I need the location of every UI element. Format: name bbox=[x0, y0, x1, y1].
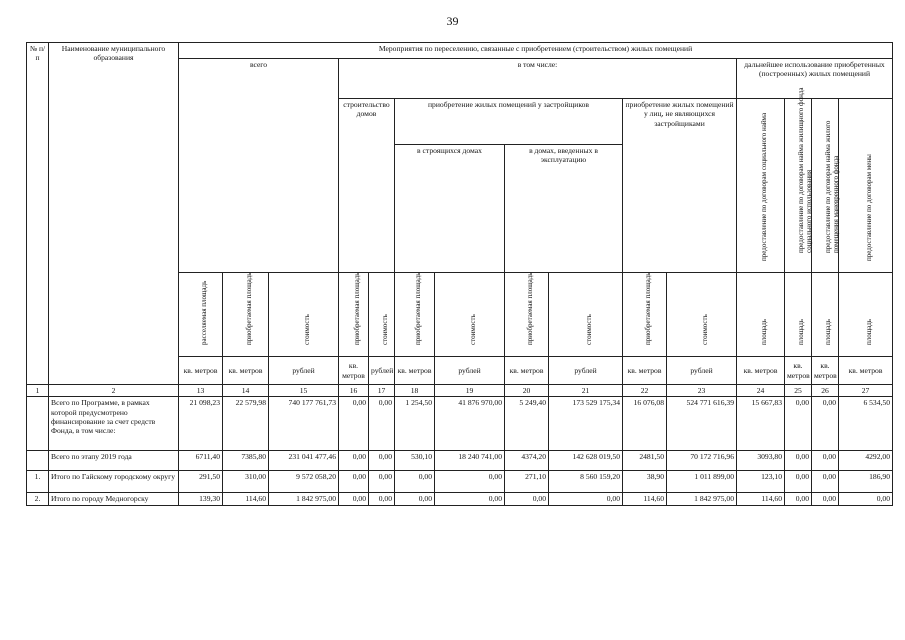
cell: 22 579,98 bbox=[223, 397, 269, 451]
column-number: 20 bbox=[505, 385, 549, 397]
row-no bbox=[27, 451, 49, 471]
row-no bbox=[27, 397, 49, 451]
header-use-maneuver: предоставление по договорам найма жилого помещения маневренного фонда bbox=[812, 99, 839, 273]
cell: 0,00 bbox=[812, 471, 839, 493]
row-no: 2. bbox=[27, 493, 49, 506]
unit-sqm: кв. метров bbox=[737, 357, 785, 385]
cell: 70 172 716,96 bbox=[667, 451, 737, 471]
cell: 142 628 019,50 bbox=[549, 451, 623, 471]
unit-sqm: кв. метров bbox=[505, 357, 549, 385]
sub-cost: стоимость bbox=[269, 273, 339, 357]
row-name: Итого по Гайскому городскому округу bbox=[49, 471, 179, 493]
cell: 0,00 bbox=[505, 493, 549, 506]
cell: 1 011 899,00 bbox=[667, 471, 737, 493]
cell: 530,10 bbox=[395, 451, 435, 471]
cell: 0,00 bbox=[369, 493, 395, 506]
cell: 6 534,50 bbox=[839, 397, 893, 451]
sub-area: площадь bbox=[839, 273, 893, 357]
unit-rub: рублей bbox=[435, 357, 505, 385]
cell: 291,50 bbox=[179, 471, 223, 493]
unit-rub: рублей bbox=[369, 357, 395, 385]
header-in-operation: в домах, введенных в эксплуатацию bbox=[505, 145, 623, 273]
unit-sqm: кв. метров bbox=[223, 357, 269, 385]
column-number: 15 bbox=[269, 385, 339, 397]
cell: 0,00 bbox=[812, 493, 839, 506]
header-purchase-developers: приобретение жилых помещений у застройщиков bbox=[395, 99, 623, 145]
sub-acquired-area: приобретаемая площадь bbox=[505, 273, 549, 357]
cell: 0,00 bbox=[369, 471, 395, 493]
unit-sqm: кв. метров bbox=[395, 357, 435, 385]
table-row bbox=[27, 451, 893, 471]
sub-cost: стоимость bbox=[549, 273, 623, 357]
header-measures: Мероприятия по переселению, связанные с приобретением (строительством) жилых помещений bbox=[179, 43, 893, 59]
header-municipality: Наименование муниципального образования bbox=[49, 43, 179, 385]
unit-sqm: кв. метров bbox=[179, 357, 223, 385]
sub-area: площадь bbox=[812, 273, 839, 357]
column-number: 14 bbox=[223, 385, 269, 397]
sub-cost: стоимость bbox=[369, 273, 395, 357]
cell: 114,60 bbox=[623, 493, 667, 506]
cell: 0,00 bbox=[785, 471, 812, 493]
column-number: 18 bbox=[395, 385, 435, 397]
cell: 1 254,50 bbox=[395, 397, 435, 451]
cell: 0,00 bbox=[339, 397, 369, 451]
column-number: 13 bbox=[179, 385, 223, 397]
cell: 0,00 bbox=[369, 397, 395, 451]
cell: 1 842 975,00 bbox=[667, 493, 737, 506]
cell: 4374,20 bbox=[505, 451, 549, 471]
sub-acquired-area: приобретаемая площадь bbox=[623, 273, 667, 357]
cell: 740 177 761,73 bbox=[269, 397, 339, 451]
header-use-commercial: предоставление по договорам найма жилищного фонда социального использования bbox=[785, 99, 812, 273]
unit-rub: рублей bbox=[667, 357, 737, 385]
resettlement-table bbox=[26, 42, 893, 506]
unit-sqm: кв. метров bbox=[812, 357, 839, 385]
header-total: всего bbox=[179, 59, 339, 273]
cell: 271,10 bbox=[505, 471, 549, 493]
header-purchase-other: приобретение жилых помещений у лиц, не являющихся застройщиками bbox=[623, 99, 737, 273]
row-name: Итого по городу Медногорску bbox=[49, 493, 179, 506]
cell: 6711,40 bbox=[179, 451, 223, 471]
column-number: 19 bbox=[435, 385, 505, 397]
cell: 3093,80 bbox=[737, 451, 785, 471]
cell: 0,00 bbox=[812, 397, 839, 451]
cell: 41 876 970,00 bbox=[435, 397, 505, 451]
cell: 8 560 159,20 bbox=[549, 471, 623, 493]
cell: 38,90 bbox=[623, 471, 667, 493]
header-use-social: предоставление по договорам социального найма bbox=[737, 99, 785, 273]
column-number: 17 bbox=[369, 385, 395, 397]
cell: 21 098,23 bbox=[179, 397, 223, 451]
cell: 186,90 bbox=[839, 471, 893, 493]
sub-acquired-area: приобретаемая площадь bbox=[223, 273, 269, 357]
sub-acquired-area: приобретаемая площадь bbox=[395, 273, 435, 357]
cell: 139,30 bbox=[179, 493, 223, 506]
cell: 123,10 bbox=[737, 471, 785, 493]
row-no: 1. bbox=[27, 471, 49, 493]
unit-rub: рублей bbox=[269, 357, 339, 385]
cell: 231 041 477,46 bbox=[269, 451, 339, 471]
sub-area: площадь bbox=[737, 273, 785, 357]
column-number: 24 bbox=[737, 385, 785, 397]
header-under-construction: в строящихся домах bbox=[395, 145, 505, 273]
cell: 0,00 bbox=[435, 493, 505, 506]
sub-cost: стоимость bbox=[667, 273, 737, 357]
cell: 15 667,83 bbox=[737, 397, 785, 451]
column-number: 1 bbox=[27, 385, 49, 397]
header-including: в том числе: bbox=[339, 59, 737, 99]
sub-cost: стоимость bbox=[435, 273, 505, 357]
column-number-row bbox=[27, 385, 893, 397]
cell: 310,00 bbox=[223, 471, 269, 493]
cell: 0,00 bbox=[785, 493, 812, 506]
sub-area: площадь bbox=[785, 273, 812, 357]
cell: 0,00 bbox=[395, 493, 435, 506]
sub-resettled-area: расселяемая площадь bbox=[179, 273, 223, 357]
column-number: 26 bbox=[812, 385, 839, 397]
page-number: 39 bbox=[446, 14, 459, 28]
table-row bbox=[27, 471, 893, 493]
cell: 5 249,40 bbox=[505, 397, 549, 451]
cell: 0,00 bbox=[785, 397, 812, 451]
cell: 0,00 bbox=[785, 451, 812, 471]
header-further-use: дальнейшее использование приобретенных (построенных) жилых помещений bbox=[737, 59, 893, 99]
unit-rub: рублей bbox=[549, 357, 623, 385]
column-number: 27 bbox=[839, 385, 893, 397]
column-number: 22 bbox=[623, 385, 667, 397]
cell: 0,00 bbox=[395, 471, 435, 493]
cell: 16 076,08 bbox=[623, 397, 667, 451]
header-construction: строительство домов bbox=[339, 99, 395, 273]
header-no: № п/п bbox=[27, 43, 49, 385]
column-number: 23 bbox=[667, 385, 737, 397]
cell: 4292,00 bbox=[839, 451, 893, 471]
table-row bbox=[27, 493, 893, 506]
unit-sqm: кв. метров bbox=[785, 357, 812, 385]
header-use-exchange: предоставление по договорам мены bbox=[839, 99, 893, 273]
cell: 0,00 bbox=[339, 451, 369, 471]
cell: 0,00 bbox=[435, 471, 505, 493]
row-name: Всего по этапу 2019 года bbox=[49, 451, 179, 471]
cell: 0,00 bbox=[369, 451, 395, 471]
column-number: 21 bbox=[549, 385, 623, 397]
cell: 173 529 175,34 bbox=[549, 397, 623, 451]
sub-acquired-area: приобретаемая площадь bbox=[339, 273, 369, 357]
unit-sqm: кв. метров bbox=[339, 357, 369, 385]
cell: 9 572 058,20 bbox=[269, 471, 339, 493]
cell: 1 842 975,00 bbox=[269, 493, 339, 506]
cell: 114,60 bbox=[223, 493, 269, 506]
cell: 0,00 bbox=[549, 493, 623, 506]
cell: 2481,50 bbox=[623, 451, 667, 471]
cell: 114,60 bbox=[737, 493, 785, 506]
table-row bbox=[27, 397, 893, 451]
cell: 0,00 bbox=[812, 451, 839, 471]
row-name: Всего по Программе, в рамках которой предусмотрено финансирование за счет средств Фонда, в том числе: bbox=[49, 397, 179, 451]
unit-sqm: кв. метров bbox=[839, 357, 893, 385]
unit-sqm: кв. метров bbox=[623, 357, 667, 385]
cell: 524 771 616,39 bbox=[667, 397, 737, 451]
cell: 0,00 bbox=[339, 493, 369, 506]
cell: 0,00 bbox=[839, 493, 893, 506]
cell: 18 240 741,00 bbox=[435, 451, 505, 471]
column-number: 25 bbox=[785, 385, 812, 397]
cell: 7385,80 bbox=[223, 451, 269, 471]
cell: 0,00 bbox=[339, 471, 369, 493]
column-number: 16 bbox=[339, 385, 369, 397]
column-number: 2 bbox=[49, 385, 179, 397]
